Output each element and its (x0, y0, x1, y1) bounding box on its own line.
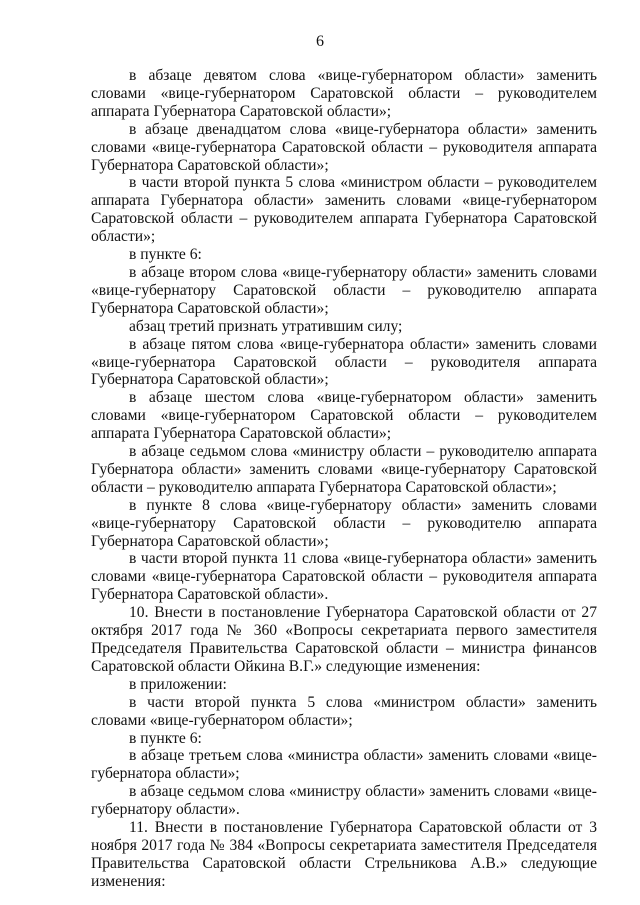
paragraph: в приложении: (129, 675, 227, 693)
page-number: 6 (316, 33, 324, 50)
paragraph: в абзаце третьем слова «министра области» заменить словами «вице-губернатора области»; (91, 747, 597, 783)
paragraph: в пункте 6: (129, 246, 202, 264)
paragraph: в пункте 6: (129, 729, 202, 747)
paragraph: в пункте 8 слова «вице-губернатору области» заменить словами «вице-губернатору Саратовской области – руководителю аппарата Губернатора Саратовской области»; (91, 496, 597, 550)
paragraph: в части второй пункта 5 слова «министром области – руководителем аппарата Губернатора области» заменить словами «вице-губернатором Саратовской области – руководителем аппарата Губернатора Саратовской области»; (91, 174, 597, 246)
paragraph: 11. Внести в постановление Губернатора Саратовской области от 3 ноября 2017 года № 384 «Вопросы секретариата заместителя Председателя Правительства Саратовской области Стрельникова А.В.» следующие изменения: (91, 819, 597, 890)
paragraph: абзац третий признать утратившим силу; (129, 317, 403, 335)
paragraph: в абзаце двенадцатом слова «вице-губернатора области» заменить словами «вице-губернатора Саратовской области – руководителя аппарата Губернатора Саратовской области»; (91, 120, 597, 174)
document-body (91, 67, 597, 891)
paragraph: в абзаце пятом слова «вице-губернатора области» заменить словами «вице-губернатора Саратовской области – руководителя аппарата Губернатора Саратовской области»; (91, 335, 597, 389)
paragraph: в части второй пункта 5 слова «министром области» заменить словами «вице-губернатором области»; (91, 693, 597, 729)
paragraph: в абзаце девятом слова «вице-губернатором области» заменить словами «вице-губернатором Саратовской области – руководителем аппарата Губернатора Саратовской области»; (91, 67, 597, 120)
paragraph: в абзаце шестом слова «вице-губернатором области» заменить словами «вице-губернатором Саратовской области – руководителем аппарата Губернатора Саратовской области»; (91, 389, 597, 443)
paragraph: 10. Внести в постановление Губернатора Саратовской области от 27 октября 2017 года № 360 «Вопросы секретариата первого заместителя Председателя Правительства Саратовской области – министра финансов Саратовской области Ойкина В.Г.» следующие изменения: (91, 604, 597, 675)
paragraph: в части второй пункта 11 слова «вице-губернатора области» заменить словами «вице-губернатора Саратовской области – руководителя аппарата Губернатора Саратовской области». (91, 550, 597, 604)
paragraph: в абзаце втором слова «вице-губернатору области» заменить словами «вице-губернатору Саратовской области – руководителю аппарата Губернатора Саратовской области»; (91, 263, 597, 317)
paragraph: в абзаце седьмом слова «министру области» заменить словами «вице-губернатору области». (91, 783, 597, 819)
paragraph: в абзаце седьмом слова «министру области – руководителю аппарата Губернатора области» заменить словами «вице-губернатору Саратовской области – руководителю аппарата Губернатора Саратовской области»; (91, 443, 597, 496)
